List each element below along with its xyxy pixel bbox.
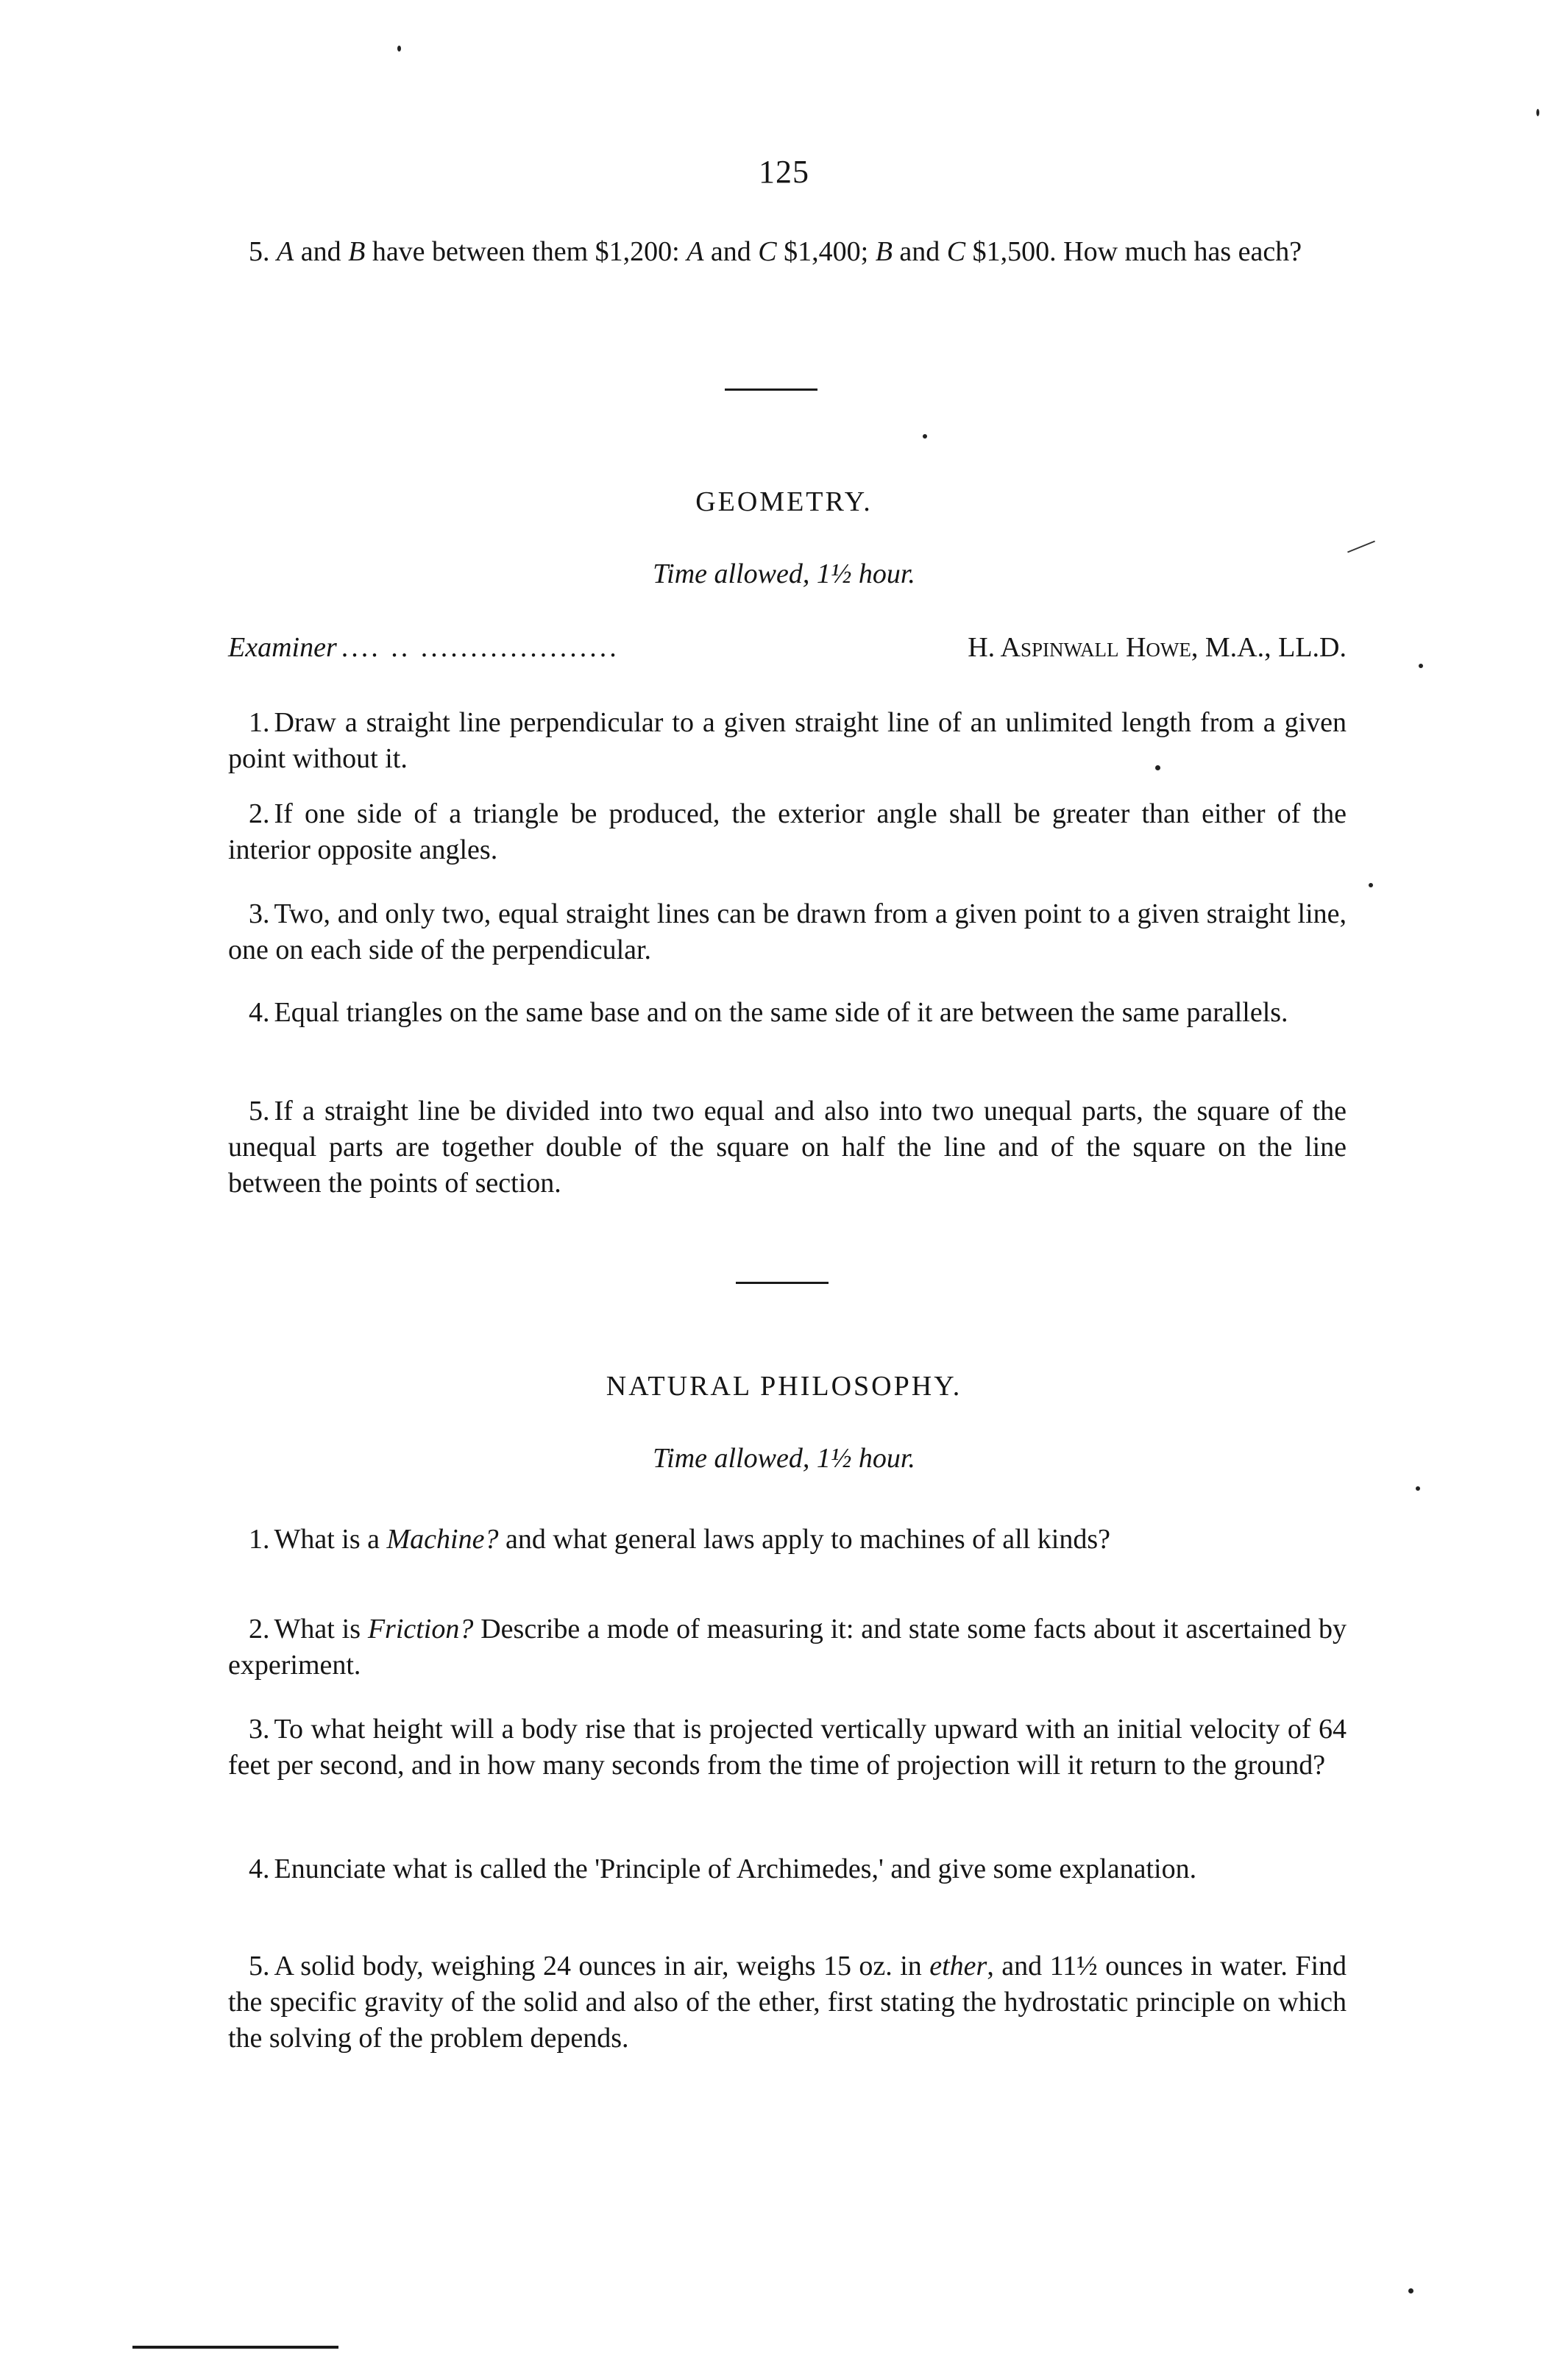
question-number: 3. [249,1714,270,1745]
scan-speck [1416,1486,1420,1491]
question-number: 4. [249,1853,270,1884]
question-number: 5. [249,236,270,267]
natural-philosophy-question-4 [228,1851,1347,1887]
natural-philosophy-title: NATURAL PHILOSOPHY. [606,1371,962,1402]
natural-philosophy-time-allowed: Time allowed, 1½ hour. [653,1443,915,1474]
geometry-question-4 [228,995,1347,1031]
question-text: Two, and only two, equal straight lines can be drawn from a given point to a given straight line, one on each side of the perpendicular. [228,898,1347,965]
scan-speck [397,46,401,52]
question-text: If a straight line be divided into two equal and also into two unequal parts, the square of the unequal parts are together double of the square on half the line and of the square on the line between the points of section. [228,1096,1347,1199]
scan-speck [1369,883,1373,887]
scan-speck [923,434,927,439]
question-text: Equal triangles on the same base and on the same side of it are between the same parallels. [274,997,1288,1028]
question-number: 5. [249,1096,270,1127]
scan-speck [1408,2288,1413,2293]
emphasis-ether: ether [929,1951,987,1981]
geometry-question-3 [228,896,1347,968]
question-number: 2. [249,1614,270,1645]
geometry-question-5 [228,1093,1347,1202]
geometry-question-1 [228,705,1347,777]
question-number: 3. [249,898,270,929]
geometry-title: GEOMETRY. [695,486,873,517]
natural-philosophy-question-3 [228,1711,1347,1784]
question-text: If one side of a triangle be produced, the exterior angle shall be greater than either of the interior opposite angles. [228,798,1347,865]
bottom-edge-rule [132,2346,338,2349]
question-text: Draw a straight line perpendicular to a given straight line of an unlimited length from a given point without it. [228,707,1347,774]
question-number: 4. [249,997,270,1028]
geometry-question-2 [228,796,1347,868]
examiner-label: Examiner [228,632,337,663]
algebra-question-5: 5. A and B have between them $1,200: A and C $1,400; B and C $1,500. How much has each? [249,236,1302,267]
examiner-line [228,631,1347,664]
scan-speck [1419,664,1423,668]
question-number: 1. [249,707,270,738]
scan-speck [1155,765,1160,770]
natural-philosophy-question-1: 1. What is a Machine? and what general laws apply to machines of all kinds? [249,1524,1110,1555]
question-number: 1. [249,1524,270,1555]
scan-mark [1347,541,1375,553]
question-text: Enunciate what is called the 'Principle of Archimedes,' and give some explanation. [274,1853,1197,1884]
question-number: 5. [249,1951,270,1981]
section-divider [725,389,817,391]
examiner-leader-dots: .... .. .................... [341,632,620,663]
page-number: 125 [759,154,809,190]
examiner-name: H. Aspinwall Howe, M.A., LL.D. [968,632,1347,663]
scan-speck [1536,109,1539,116]
question-number: 2. [249,798,270,829]
emphasis-friction: Friction? [367,1614,474,1645]
section-divider [736,1282,829,1284]
geometry-time-allowed: Time allowed, 1½ hour. [653,558,915,589]
emphasis-machine: Machine? [386,1524,499,1555]
natural-philosophy-question-2: 2. What is Friction? Describe a mode of measuring it: and state some facts about it ascertained by experiment. [228,1614,1347,1681]
question-text: To what height will a body rise that is projected vertically upward with an initial velocity of 64 feet per second, and in how many seconds from the time of projection will it return to the ground? [228,1714,1347,1781]
natural-philosophy-question-5: 5. A solid body, weighing 24 ounces in air, weighs 15 oz. in ether, and 11½ ounces in water. Find the specific gravity of the solid and also of the ether, first stating the hydrostatic principle on which the solving of the problem depends. [228,1951,1347,2054]
